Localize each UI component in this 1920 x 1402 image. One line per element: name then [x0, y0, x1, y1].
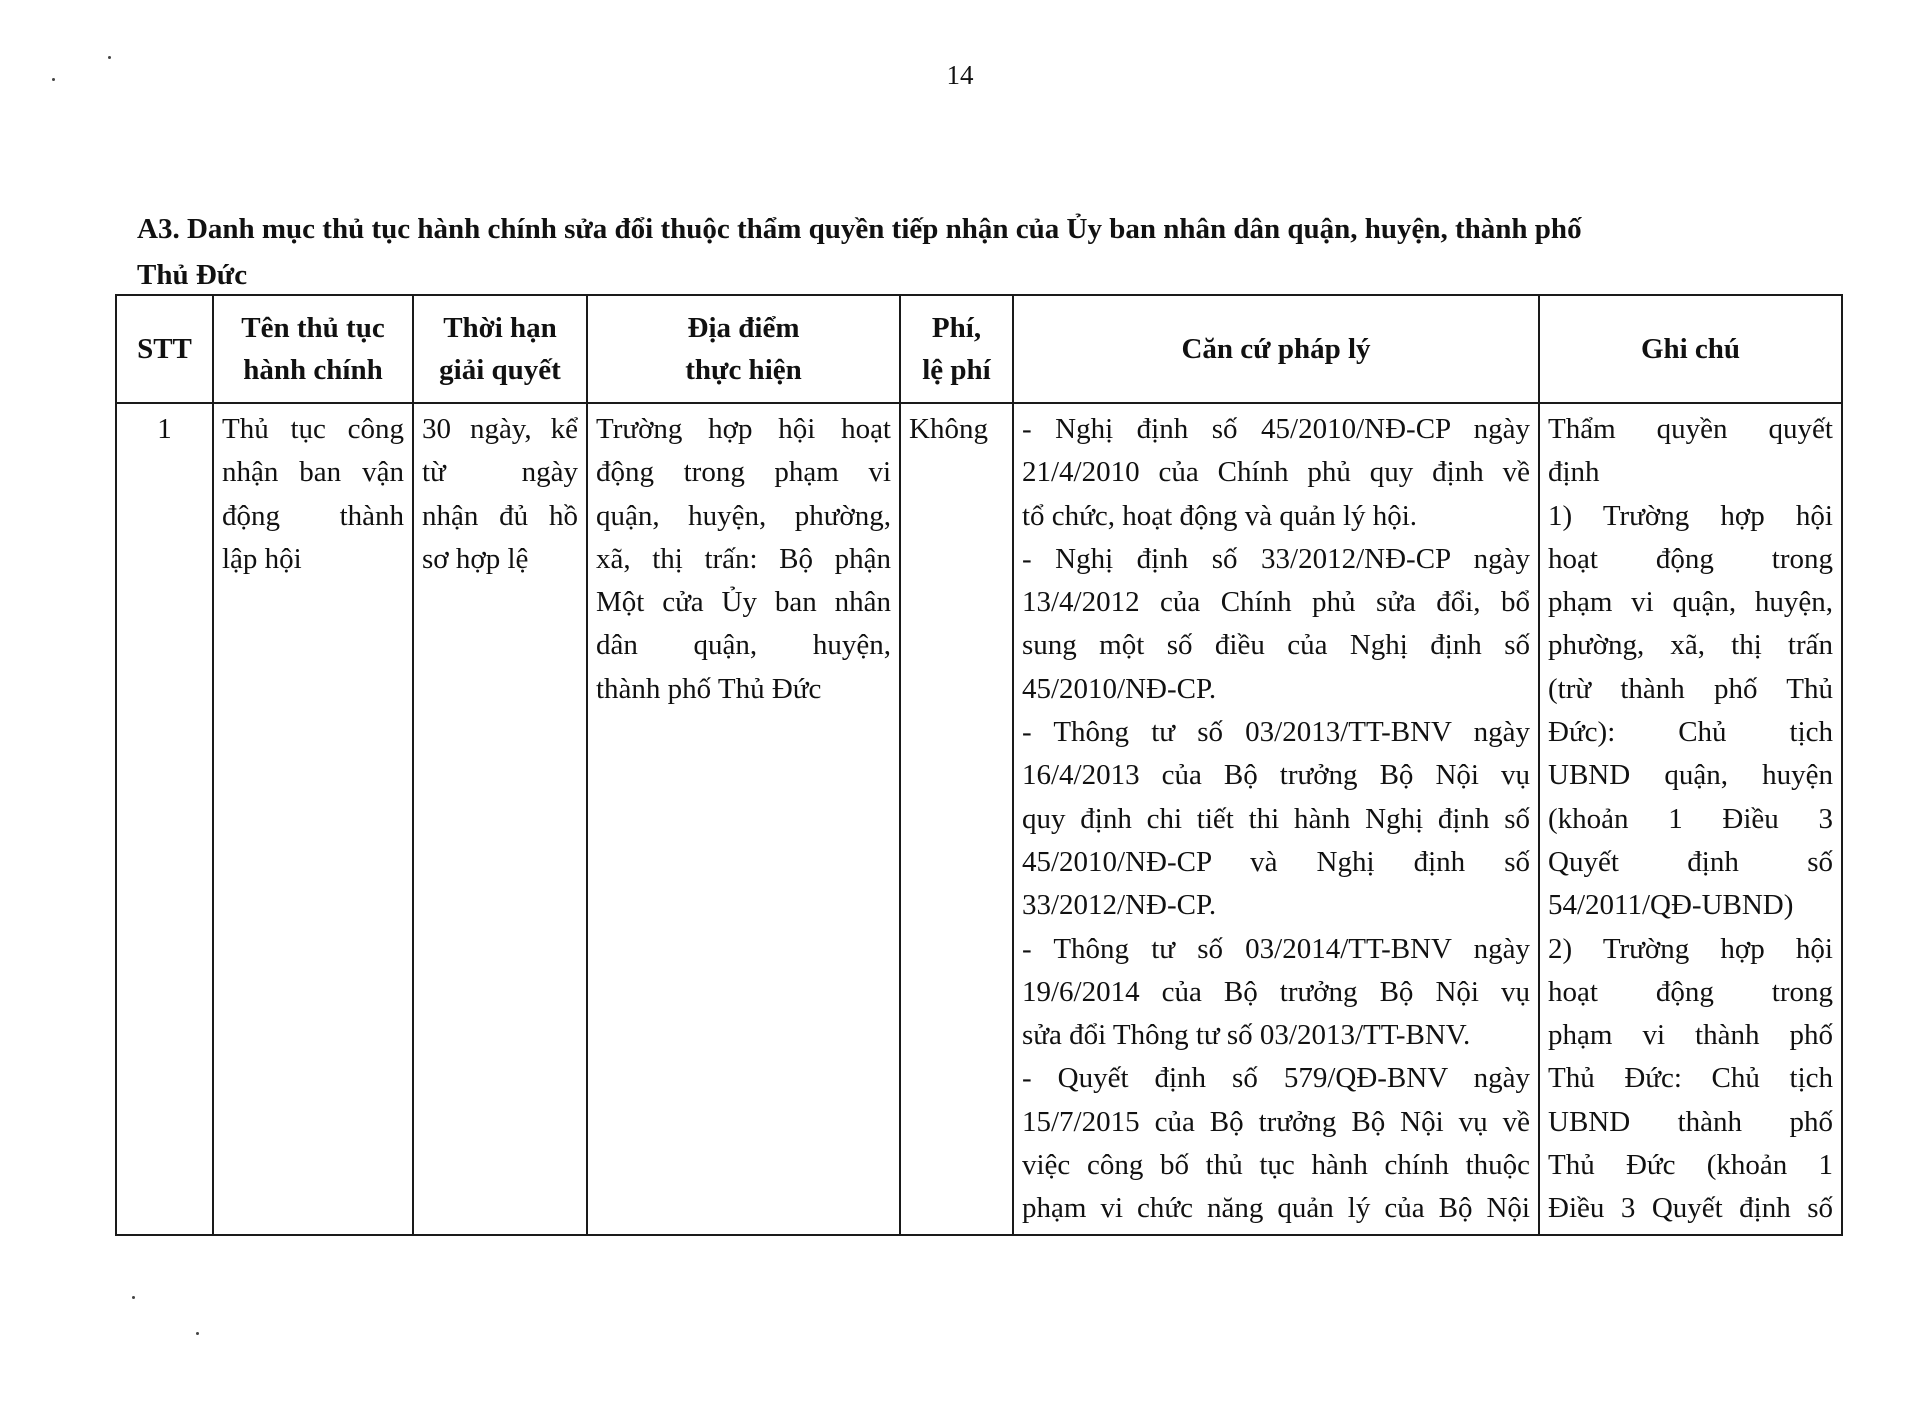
header-thoi-han [413, 295, 587, 403]
cell-line: 13/4/2012 của Chính phủ sửa đổi, bổ [1022, 586, 1530, 619]
cell-line: phạm vi chức năng quản lý của Bộ Nội [1022, 1192, 1530, 1225]
cell-line: định [1548, 456, 1600, 489]
cell-line: Thẩm quyền quyết [1548, 413, 1833, 445]
cell-line: UBND thành phố [1548, 1105, 1833, 1138]
cell-can-cu [1013, 403, 1539, 1235]
table-row [116, 403, 1842, 1235]
cell-line: dân quận, huyện, [596, 629, 891, 662]
header-line: Tên thủ tục [241, 312, 385, 344]
cell-line: 1) Trường hợp hội [1548, 499, 1833, 532]
cell-line: Thủ Đức: Chủ tịch [1548, 1062, 1833, 1095]
header-can-cu: Căn cứ pháp lý [1013, 295, 1539, 403]
cell-line: 16/4/2013 của Bộ trưởng Bộ Nội vụ [1022, 759, 1530, 792]
cell-line: sửa đổi Thông tư số 03/2013/TT-BNV. [1022, 1019, 1471, 1052]
cell-line: 45/2010/NĐ-CP và Nghị định số [1022, 845, 1530, 878]
cell-stt: 1 [116, 403, 213, 1235]
cell-dia-diem [587, 403, 900, 1235]
cell-line: quận, huyện, phường, [596, 499, 891, 532]
cell-line: (trừ thành phố Thủ [1548, 672, 1833, 705]
cell-line: 15/7/2015 của Bộ trưởng Bộ Nội vụ về [1022, 1105, 1530, 1138]
header-ghi-chu: Ghi chú [1539, 295, 1842, 403]
cell-line: 45/2010/NĐ-CP. [1022, 672, 1217, 705]
cell-line: 21/4/2010 của Chính phủ quy định về [1022, 456, 1530, 489]
cell-line: - Quyết định số 579/QĐ-BNV ngày [1022, 1062, 1530, 1095]
header-dia-diem [587, 295, 900, 403]
scan-speck [52, 78, 55, 81]
cell-line: tổ chức, hoạt động và quản lý hội. [1022, 499, 1418, 532]
cell-line: thành phố Thủ Đức [596, 672, 822, 705]
cell-line: nhận đủ hồ [422, 499, 578, 532]
header-line: lệ phí [922, 354, 991, 386]
cell-line: nhận ban vận [222, 456, 404, 489]
cell-line: hoạt động trong [1548, 542, 1833, 575]
cell-line: 2) Trường hợp hội [1548, 932, 1833, 965]
page-number: 14 [946, 60, 974, 90]
scan-speck [108, 56, 111, 59]
header-line: Địa điểm [687, 312, 800, 344]
cell-line: việc công bố thủ tục hành chính thuộc [1022, 1149, 1530, 1182]
cell-line: 54/2011/QĐ-UBND) [1548, 889, 1794, 922]
cell-line: Điều 3 Quyết định số [1548, 1192, 1833, 1225]
cell-line: Thủ Đức (khoản 1 [1548, 1149, 1833, 1182]
cell-line: phạm vi thành phố [1548, 1019, 1833, 1052]
header-phi [900, 295, 1013, 403]
header-line: hành chính [243, 354, 383, 386]
cell-line: phạm vi quận, huyện, [1548, 586, 1833, 619]
cell-line: sung một số điều của Nghị định số [1022, 629, 1530, 662]
cell-line: Trường hợp hội hoạt [596, 413, 891, 445]
header-line: thực hiện [685, 354, 802, 386]
cell-line: - Thông tư số 03/2013/TT-BNV ngày [1022, 716, 1530, 749]
section-title [137, 206, 1837, 298]
procedure-table [115, 294, 1843, 1236]
section-title-line: A3. Danh mục thủ tục hành chính sửa đổi thuộc thẩm quyền tiếp nhận của Ủy ban nhân dân quận, huyện, thành phố [137, 213, 1582, 245]
cell-line: 30 ngày, kể [422, 413, 578, 445]
cell-line: hoạt động trong [1548, 975, 1833, 1008]
cell-line: động thành [222, 499, 404, 532]
cell-line: (khoản 1 Điều 3 [1548, 802, 1833, 835]
header-line: Thời hạn [443, 312, 557, 344]
cell-ghi-chu [1539, 403, 1842, 1235]
section-title-line: Thủ Đức [137, 259, 248, 291]
cell-line: Quyết định số [1548, 845, 1833, 878]
cell-line: - Nghị định số 33/2012/NĐ-CP ngày [1022, 542, 1530, 575]
scan-speck [132, 1296, 135, 1299]
cell-line: phường, xã, thị trấn [1548, 629, 1833, 662]
cell-line: - Thông tư số 03/2014/TT-BNV ngày [1022, 932, 1530, 965]
header-line: Phí, [931, 312, 982, 344]
cell-line: UBND quận, huyện [1548, 759, 1833, 792]
cell-ten-thu-tuc [213, 403, 413, 1235]
cell-line: 19/6/2014 của Bộ trưởng Bộ Nội vụ [1022, 975, 1530, 1008]
cell-line: - Nghị định số 45/2010/NĐ-CP ngày [1022, 413, 1530, 445]
scan-speck [196, 1332, 199, 1335]
cell-line: quy định chi tiết thi hành Nghị định số [1022, 802, 1530, 835]
cell-line: từ ngày [422, 456, 578, 489]
cell-line: sơ hợp lệ [422, 542, 529, 575]
table-header-row [116, 295, 1842, 403]
cell-line: 33/2012/NĐ-CP. [1022, 889, 1217, 922]
cell-line: xã, thị trấn: Bộ phận [596, 542, 891, 575]
cell-line: Thủ tục công [222, 413, 404, 445]
header-ten-thu-tuc [213, 295, 413, 403]
header-line: giải quyết [439, 354, 561, 386]
cell-line: Một cửa Ủy ban nhân [596, 586, 891, 619]
cell-line: động trong phạm vi [596, 456, 891, 489]
header-stt: STT [116, 295, 213, 403]
cell-thoi-han [413, 403, 587, 1235]
cell-phi: Không [900, 403, 1013, 1235]
cell-line: Đức): Chủ tịch [1548, 716, 1833, 749]
cell-line: lập hội [222, 542, 302, 575]
